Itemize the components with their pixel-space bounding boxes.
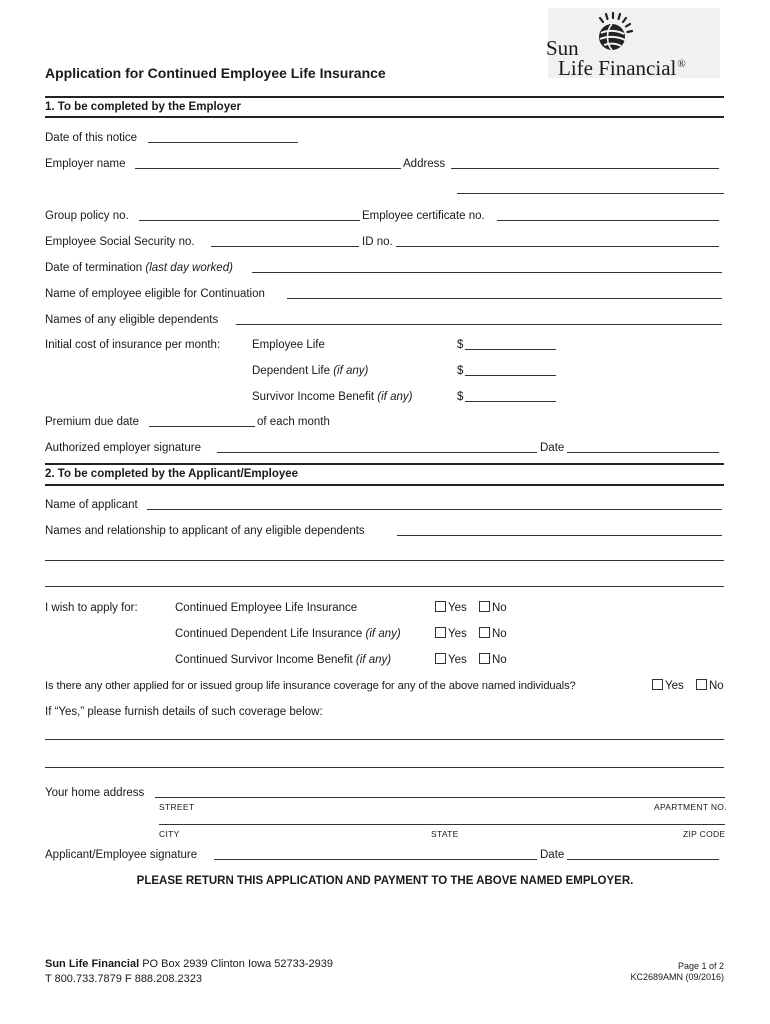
footer-address xyxy=(45,957,333,971)
no-label: No xyxy=(709,680,724,692)
yes-label: Yes xyxy=(448,654,467,666)
address-field-line2[interactable] xyxy=(457,193,724,194)
dependent-life-dollar: $ xyxy=(457,365,464,377)
company-logo xyxy=(548,8,720,78)
city-caption: CITY xyxy=(159,829,180,839)
name-eligible-field[interactable] xyxy=(287,298,722,299)
section2-top-rule xyxy=(45,463,724,465)
employee-life-dollar: $ xyxy=(457,339,464,351)
apartment-caption: APARTMENT NO. xyxy=(654,802,727,812)
continued-dependent-if-any: (if any) xyxy=(365,628,401,640)
continued-employee-yes-option[interactable] xyxy=(435,601,467,615)
continued-employee-label: Continued Employee Life Insurance xyxy=(175,602,358,614)
survivor-income-if-any: (if any) xyxy=(377,391,413,403)
yes-label: Yes xyxy=(665,680,684,692)
initial-cost-label: Initial cost of insurance per month: xyxy=(45,339,221,351)
continued-dependent-yes-checkbox[interactable] xyxy=(435,627,446,638)
employee-certificate-field[interactable] xyxy=(497,220,719,221)
zip-caption: ZIP CODE xyxy=(683,829,726,839)
premium-due-label: Premium due date xyxy=(45,416,139,428)
section2-bottom-rule xyxy=(45,484,724,486)
employee-ssn-field[interactable] xyxy=(211,246,359,247)
logo-text-line2: Life Financial xyxy=(558,56,677,80)
footer-address-text: PO Box 2939 Clinton Iowa 52733-2939 xyxy=(142,958,333,970)
survivor-income-amount-field[interactable] xyxy=(465,401,556,402)
dependent-life-if-any: (if any) xyxy=(333,365,369,377)
survivor-income-dollar: $ xyxy=(457,391,464,403)
dependent-life-amount-field[interactable] xyxy=(465,375,556,376)
id-no-label: ID no. xyxy=(362,236,393,248)
date-of-termination-text: Date of termination xyxy=(45,262,143,274)
footer-page-number: Page 1 of 2 xyxy=(677,961,724,971)
continued-survivor-no-checkbox[interactable] xyxy=(479,653,490,664)
employer-name-label: Employer name xyxy=(45,158,126,170)
home-address-label: Your home address xyxy=(45,787,145,799)
other-coverage-yes-checkbox[interactable] xyxy=(652,679,663,690)
address-label: Address xyxy=(403,158,446,170)
sun-globe-icon xyxy=(590,10,636,56)
name-applicant-field[interactable] xyxy=(147,509,722,510)
group-policy-label: Group policy no. xyxy=(45,210,129,222)
continued-survivor-if-any: (if any) xyxy=(355,654,392,666)
other-coverage-yes-option[interactable] xyxy=(652,679,684,693)
names-dependents-field[interactable] xyxy=(236,324,722,325)
section1-top-rule xyxy=(45,96,724,98)
no-label: No xyxy=(492,628,507,640)
yes-label: Yes xyxy=(448,602,467,614)
applicant-date-field[interactable] xyxy=(567,859,719,860)
footer-company: Sun Life Financial xyxy=(45,958,140,970)
continued-survivor-text: Continued Survivor Income Benefit xyxy=(175,654,353,666)
home-address-street-field[interactable] xyxy=(155,797,725,798)
applicant-signature-field[interactable] xyxy=(214,859,537,860)
names-dependents-label: Names of any eligible dependents xyxy=(45,314,219,326)
names-relationship-label: Names and relationship to applicant of any eligible dependents xyxy=(45,525,365,537)
footer-phones: T 800.733.7879 F 888.208.2323 xyxy=(45,973,202,985)
section1-heading: 1. To be completed by the Employer xyxy=(45,101,241,113)
dependent-life-text: Dependent Life xyxy=(252,365,331,377)
names-relationship-field-line3[interactable] xyxy=(45,586,724,587)
name-eligible-label: Name of employee eligible for Continuation xyxy=(45,288,265,300)
continued-employee-no-checkbox[interactable] xyxy=(479,601,490,612)
logo-text-sun: Sun xyxy=(546,36,579,60)
continued-employee-yes-checkbox[interactable] xyxy=(435,601,446,612)
home-address-city-field[interactable] xyxy=(159,824,725,825)
continued-survivor-yes-checkbox[interactable] xyxy=(435,653,446,664)
street-caption: STREET xyxy=(159,802,195,812)
date-of-notice-field[interactable] xyxy=(148,142,298,143)
yes-label: Yes xyxy=(448,628,467,640)
authorized-signature-label: Authorized employer signature xyxy=(45,442,201,454)
date-of-termination-field[interactable] xyxy=(252,272,722,273)
continued-dependent-label xyxy=(175,627,401,641)
continued-survivor-no-option[interactable] xyxy=(479,653,507,667)
names-relationship-field-line2[interactable] xyxy=(45,560,724,561)
of-each-month-label: of each month xyxy=(257,416,330,428)
date-of-notice-label: Date of this notice xyxy=(45,132,138,144)
continued-dependent-no-option[interactable] xyxy=(479,627,507,641)
footer-form-code: KC2689AMN (09/2016) xyxy=(630,972,724,982)
employer-name-field[interactable] xyxy=(135,168,401,169)
date-of-termination-label xyxy=(45,261,233,275)
last-day-worked-note: (last day worked) xyxy=(145,262,233,274)
other-coverage-no-option[interactable] xyxy=(696,679,724,693)
section1-bottom-rule xyxy=(45,116,724,118)
page-title: Application for Continued Employee Life Insurance xyxy=(45,65,386,81)
if-yes-label: If “Yes,” please furnish details of such coverage below: xyxy=(45,706,323,718)
section2-heading: 2. To be completed by the Applicant/Employee xyxy=(45,468,299,480)
wish-to-apply-label: I wish to apply for: xyxy=(45,602,138,614)
employer-date-field[interactable] xyxy=(567,452,719,453)
no-label: No xyxy=(492,602,507,614)
continued-survivor-label xyxy=(175,653,391,667)
coverage-details-field-line1[interactable] xyxy=(45,739,724,740)
applicant-date-label: Date xyxy=(540,849,565,861)
other-coverage-question: Is there any other applied for or issued group life insurance coverage for any of the above named individuals? xyxy=(45,680,576,692)
employee-life-amount-field[interactable] xyxy=(465,349,556,350)
other-coverage-no-checkbox[interactable] xyxy=(696,679,707,690)
names-relationship-field-line1[interactable] xyxy=(397,535,722,536)
premium-due-field[interactable] xyxy=(149,426,255,427)
address-field-line1[interactable] xyxy=(451,168,719,169)
authorized-signature-field[interactable] xyxy=(217,452,537,453)
continued-dependent-yes-option[interactable] xyxy=(435,627,467,641)
employee-ssn-label: Employee Social Security no. xyxy=(45,236,195,248)
dependent-life-label xyxy=(252,364,368,378)
group-policy-field[interactable] xyxy=(139,220,360,221)
continued-survivor-yes-option[interactable] xyxy=(435,653,467,667)
name-applicant-label: Name of applicant xyxy=(45,499,138,511)
continued-dependent-text: Continued Dependent Life Insurance xyxy=(175,628,363,640)
state-caption: STATE xyxy=(431,829,459,839)
employer-date-label: Date xyxy=(540,442,565,454)
survivor-income-label xyxy=(252,390,412,404)
continued-employee-no-option[interactable] xyxy=(479,601,507,615)
coverage-details-field-line2[interactable] xyxy=(45,767,724,768)
employee-life-label: Employee Life xyxy=(252,339,325,351)
return-notice: PLEASE RETURN THIS APPLICATION AND PAYMENT TO THE ABOVE NAMED EMPLOYER. xyxy=(136,875,634,887)
applicant-signature-label: Applicant/Employee signature xyxy=(45,849,198,861)
survivor-income-text: Survivor Income Benefit xyxy=(252,391,375,403)
id-no-field[interactable] xyxy=(396,246,719,247)
logo-text-life-financial xyxy=(558,56,686,81)
employee-certificate-label: Employee certificate no. xyxy=(362,210,485,222)
continued-dependent-no-checkbox[interactable] xyxy=(479,627,490,638)
registered-mark: ® xyxy=(677,58,686,70)
no-label: No xyxy=(492,654,507,666)
